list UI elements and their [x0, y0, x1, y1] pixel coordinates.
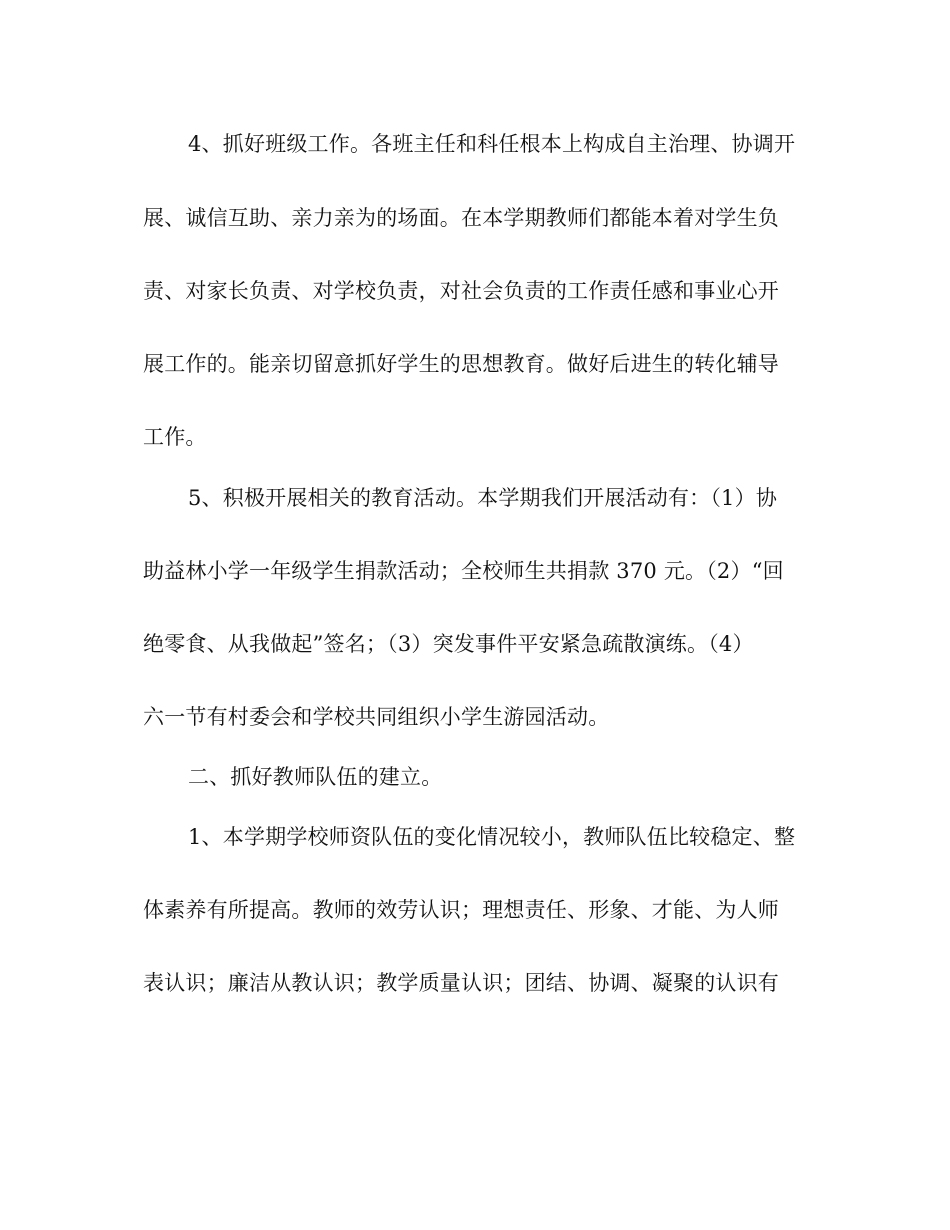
paragraph-1-line-1: 1、本学期学校师资队伍的变化情况较小，教师队伍比较稳定、整 [188, 825, 796, 849]
paragraph-4-line-1: 4、抓好班级工作。各班主任和科任根本上构成自主治理、协调开 [188, 132, 796, 156]
paragraph-1-line-2: 体素养有所提高。教师的效劳认识；理想责任、形象、才能、为人师 [143, 898, 779, 922]
paragraph-1-line-3: 表认识；廉洁从教认识；教学质量认识；团结、协调、凝聚的认识有 [143, 971, 779, 995]
section-heading: 二、抓好教师队伍的建立。 [188, 765, 443, 789]
paragraph-5-line-2: 助益林小学一年级学生捐款活动；全校师生共捐款 370 元。（2）“回 [143, 559, 784, 583]
paragraph-4-line-4: 展工作的。能亲切留意抓好学生的思想教育。做好后进生的转化辅导 [143, 352, 779, 376]
paragraph-4-line-2: 展、诚信互助、亲力亲为的场面。在本学期教师们都能本着对学生负 [143, 206, 779, 230]
paragraph-5-line-4: 六一节有村委会和学校共同组织小学生游园活动。 [143, 705, 610, 729]
paragraph-4-line-5: 工作。 [143, 425, 207, 449]
paragraph-5-line-3: 绝零食、从我做起”签名；（3）突发事件平安紧急疏散演练。（4） [143, 632, 754, 656]
paragraph-5-line-1: 5、积极开展相关的教育活动。本学期我们开展活动有：（1）协 [188, 486, 778, 510]
paragraph-4-line-3: 责、对家长负责、对学校负责，对社会负责的工作责任感和事业心开 [143, 279, 779, 303]
